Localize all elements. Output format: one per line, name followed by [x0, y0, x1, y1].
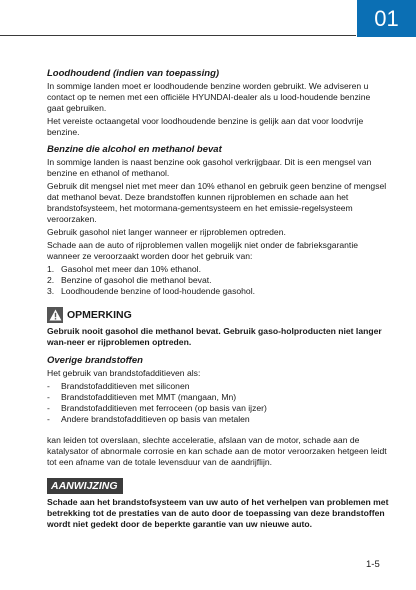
list-number: 3. — [47, 286, 55, 297]
chapter-tab: 01 — [357, 0, 416, 37]
section-heading-other-fuels: Overige brandstoffen — [47, 354, 143, 366]
list-item-text: Loodhoudende benzine of lood-houdende gasohol. — [61, 286, 256, 297]
paragraph: kan leiden tot overslaan, slechte acceleratie, afslaan van de motor, schade aan de katalysator of abnormale corrosie en kan schade aan de motor veroorzaken hetgeen leidt tot een afname van de totale levensduur van de aandrijflijn. — [47, 435, 387, 468]
list-item-text: Brandstofadditieven met MMT (mangaan, Mn) — [61, 391, 237, 402]
additive-list — [47, 381, 389, 426]
list-item-text: Benzine of gasohol die methanol bevat. — [61, 275, 212, 286]
list-item — [47, 392, 389, 403]
list-number: 2. — [47, 275, 55, 286]
list-item — [47, 286, 389, 297]
paragraph: Het vereiste octaangetal voor loodhoudende benzine is gelijk aan dat voor loodvrije benzine. — [47, 116, 364, 137]
list-dash: - — [47, 391, 50, 402]
section-heading-leaded: Loodhoudend (indien van toepassing) — [47, 68, 220, 79]
list-dash: - — [47, 414, 50, 425]
warning-triangle-icon — [47, 307, 63, 323]
paragraph: Schade aan de auto of rijproblemen vallen mogelijk niet onder de fabrieksgarantie wanneer ze veroorzaakt worden door het gebruik van: — [47, 240, 359, 261]
paragraph: In sommige landen moet er loodhoudende benzine worden gebruikt. We adviseren u contact op te nemen met een officiële HYUNDAI-dealer als u lood-houdende benzine gaat gebruiken. — [47, 81, 371, 113]
page-content — [47, 68, 389, 537]
notice-text: Schade aan het brandstofsysteem van uw auto of het verhelpen van problemen met betrekking tot de prestaties van de auto door de toepassing van deze brandstoffen wordt niet gedekt door de beperkte garantie van uw nieuwe auto. — [47, 497, 389, 530]
page-number: 1-5 — [366, 559, 380, 570]
list-item-text: Andere brandstofadditieven op basis van metalen — [61, 414, 250, 425]
list-item — [47, 381, 389, 392]
paragraph: Gebruik gasohol niet langer wanneer er rijproblemen optreden. — [47, 227, 286, 237]
list-dash: - — [47, 380, 50, 391]
list-number: 1. — [47, 264, 55, 274]
caution-header — [47, 307, 389, 323]
list-item — [47, 264, 389, 275]
caution-title: OPMERKING — [67, 308, 132, 321]
list-item-text: Gasohol met meer dan 10% ethanol. — [61, 264, 201, 274]
numbered-list — [47, 264, 389, 298]
list-item-text: Brandstofadditieven met siliconen — [61, 380, 190, 391]
section-heading-alcohol: Benzine die alcohol en methanol bevat — [47, 144, 222, 155]
paragraph: Het gebruik van brandstofadditieven als: — [47, 367, 201, 378]
list-item — [47, 275, 389, 286]
paragraph: In sommige landen is naast benzine ook gasohol verkrijgbaar. Dit is een mengsel van benzine en ethanol of methanol. — [47, 157, 372, 178]
header-rule — [0, 35, 356, 36]
list-item-text: Brandstofadditieven met ferroceen (op basis van ijzer) — [61, 403, 267, 414]
list-item — [47, 403, 389, 414]
notice-label: AANWIJZING — [47, 478, 123, 494]
caution-text: Gebruik nooit gasohol die methanol bevat. Gebruik gaso-holproducten niet langer wan-neer er rijproblemen optreden. — [47, 325, 382, 347]
list-dash: - — [47, 403, 50, 414]
paragraph: Gebruik dit mengsel niet met meer dan 10% ethanol en gebruik geen benzine of mengsel dat methanol bevat. Deze brandstoffen kunnen rijproblemen en schade aan het brandstofsysteem, het motormana-gementsysteem en het emissie-regelsysteem veroorzaken. — [47, 181, 387, 224]
list-item — [47, 414, 389, 425]
